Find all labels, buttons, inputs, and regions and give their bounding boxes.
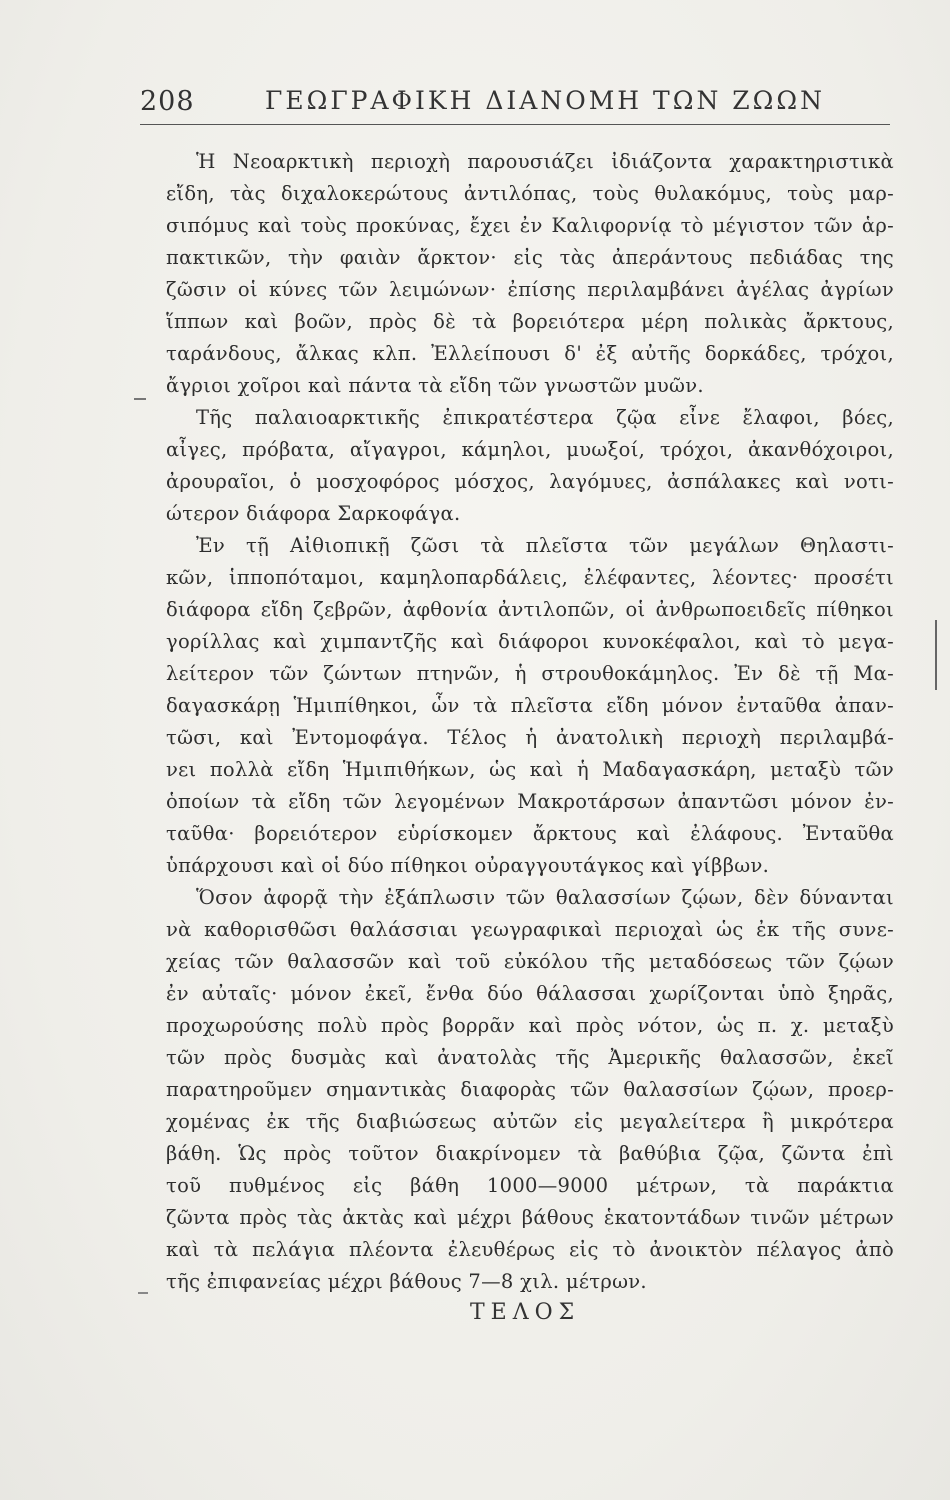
text-line: λείτερον τῶν ζώντων πτηνῶν, ἡ στρουθοκάμηλος. Ἐν δὲ τῇ Μα- — [166, 662, 894, 685]
text-line: τῆς ἐπιφανείας μέχρι βάθους 7—8 χιλ. μέτρων. — [166, 1270, 647, 1293]
text-line: βάθη. Ὡς πρὸς τοῦτον διακρίνομεν τὰ βαθύβια ζῷα, ζῶντα ἐπὶ — [166, 1142, 894, 1165]
text-line: ὑπάρχουσι καὶ οἱ δύο πίθηκοι οὐραγγουτάγκος καὶ γίββων. — [166, 854, 770, 877]
text-line: τοῦ πυθμένος εἰς βάθη 1000—9000 μέτρων, τὰ παράκτια — [166, 1174, 894, 1197]
running-title: ΓΕΩΓΡΑΦΙΚΗ ΔΙΑΝΟΜΗ ΤΩΝ ΖΩΩΝ — [265, 86, 825, 115]
text-line: ἀρουραῖοι, ὁ μοσχοφόρος μόσχος, λαγόμυες, ἀσπάλακες καὶ νοτι- — [166, 470, 894, 493]
text-line: προχωρούσης πολὺ πρὸς βορρᾶν καὶ πρὸς νότον, ὡς π. χ. μεταξὺ — [166, 1014, 894, 1037]
text-line: Ἐν τῇ Αἰθιοπικῇ ζῶσι τὰ πλεῖστα τῶν μεγάλων Θηλαστι- — [196, 534, 894, 557]
text-line: καὶ τὰ πελάγια πλέοντα ἐλευθέρως εἰς τὸ ἀνοικτὸν πέλαγος ἀπὸ — [166, 1238, 894, 1261]
page-header — [140, 80, 890, 125]
text-line: ζῶντα πρὸς τὰς ἀκτὰς καὶ μέχρι βάθους ἑκατοντάδων τινῶν μέτρων — [166, 1206, 894, 1229]
text-line: τῶσι, καὶ Ἐντομοφάγα. Τέλος ἡ ἀνατολικὴ περιοχὴ περιλαμβά- — [166, 726, 894, 749]
text-line: σιπόμυς καὶ τοὺς προκύνας, ἔχει ἐν Καλιφορνίᾳ τὸ μέγιστον τῶν ἁρ- — [166, 214, 894, 237]
text-line: παρατηροῦμεν σημαντικὰς διαφορὰς τῶν θαλασσίων ζῴων, προερ- — [166, 1078, 894, 1101]
text-line: κῶν, ἱπποπόταμοι, καμηλοπαρδάλεις, ἐλέφαντες, λέοντες· προσέτι — [166, 566, 894, 589]
text-line: γορίλλας καὶ χιμπαντζῆς καὶ διάφοροι κυνοκέφαλοι, καὶ τὸ μεγα- — [166, 630, 894, 653]
end-mark: ΤΕΛΟΣ — [470, 1300, 581, 1325]
text-line: αἶγες, πρόβατα, αἴγαγροι, κάμηλοι, μυωξοί, τρόχοι, ἀκανθόχοιροι, — [166, 438, 894, 461]
text-line: χείας τῶν θαλασσῶν καὶ τοῦ εὐκόλου τῆς μεταδόσεως τῶν ζῴων — [166, 950, 894, 973]
text-line: χομένας ἐκ τῆς διαβιώσεως αὐτῶν εἰς μεγαλείτερα ἢ μικρότερα — [166, 1110, 894, 1133]
text-line: νει πολλὰ εἴδη Ἡμιπιθήκων, ὡς καὶ ἡ Μαδαγασκάρη, μεταξὺ τῶν — [166, 758, 894, 781]
text-line: ὁποίων τὰ εἴδη τῶν λεγομένων Μακροτάρσων ἀπαντῶσι μόνον ἐν- — [166, 790, 894, 813]
text-line: εἴδη, τὰς διχαλοκερώτους ἀντιλόπας, τοὺς θυλακόμυς, τοὺς μαρ- — [166, 182, 894, 205]
text-line: διάφορα εἴδη ζεβρῶν, ἀφθονία ἀντιλοπῶν, οἱ ἀνθρωποειδεῖς πίθηκοι — [166, 598, 894, 621]
text-line: ταράνδους, ἄλκας κλπ. Ἐλλείπουσι δ' ἐξ αὐτῆς δορκάδες, τρόχοι, — [166, 342, 894, 365]
margin-mark — [134, 398, 146, 400]
text-line: Ἡ Νεοαρκτικὴ περιοχὴ παρουσιάζει ἰδιάζοντα χαρακτηριστικὰ — [196, 150, 894, 173]
text-line: ζῶσιν οἱ κύνες τῶν λειμώνων· ἐπίσης περιλαμβάνει ἀγέλας ἀγρίων — [166, 278, 894, 301]
text-line: Ὅσον ἀφορᾷ τὴν ἐξάπλωσιν τῶν θαλασσίων ζῴων, δὲν δύνανται — [196, 886, 894, 909]
text-line: ἐν αὐταῖς· μόνον ἐκεῖ, ἔνθα δύο θάλασσαι χωρίζονται ὑπὸ ξηρᾶς, — [166, 982, 894, 1005]
text-line: ώτερον διάφορα Σαρκοφάγα. — [166, 502, 461, 525]
text-line: ἄγριοι χοῖροι καὶ πάντα τὰ εἴδη τῶν γνωστῶν μυῶν. — [166, 374, 704, 397]
text-line: ταῦθα· βορειότερον εὑρίσκομεν ἄρκτους καὶ ἐλάφους. Ἐνταῦθα — [166, 822, 894, 845]
text-line: Τῆς παλαιοαρκτικῆς ἐπικρατέστερα ζῷα εἶνε ἔλαφοι, βόες, — [196, 406, 894, 429]
body-text — [166, 146, 894, 1298]
text-line: τῶν πρὸς δυσμὰς καὶ ἀνατολὰς τῆς Ἀμερικῆς θαλασσῶν, ἐκεῖ — [166, 1046, 894, 1069]
margin-mark — [138, 1292, 148, 1294]
text-line: νὰ καθορισθῶσι θαλάσσιαι γεωγραφικαὶ περιοχαὶ ὡς ἐκ τῆς συνε- — [166, 918, 894, 941]
text-line: δαγασκάρῃ Ἡμιπίθηκοι, ὧν τὰ πλεῖστα εἴδη μόνον ἐνταῦθα ἀπαν- — [166, 694, 894, 717]
page-number: 208 — [140, 86, 195, 117]
text-line: πακτικῶν, τὴν φαιὰν ἄρκτον· εἰς τὰς ἀπεράντους πεδιάδας της — [166, 246, 894, 269]
margin-mark — [935, 620, 937, 690]
text-line: ἵππων καὶ βοῶν, πρὸς δὲ τὰ βορειότερα μέρη πολικὰς ἄρκτους, — [166, 310, 894, 333]
